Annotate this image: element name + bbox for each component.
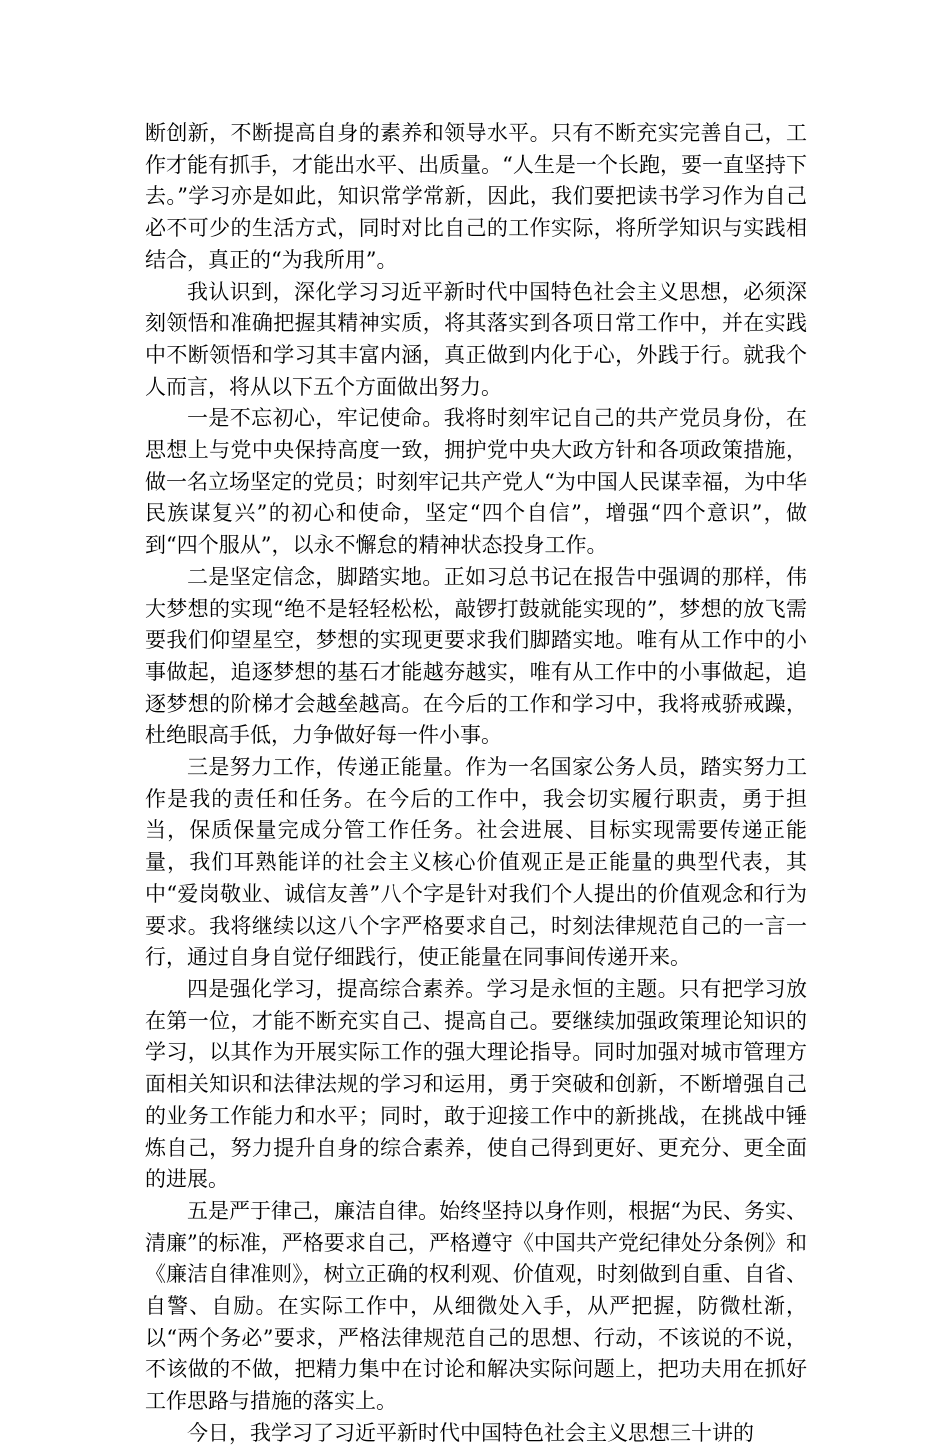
paragraph-point-five: 五是严于律己，廉洁自律。始终坚持以身作则，根据“为民、务实、清廉”的标准，严格要求自己，严格遵守《中国共产党纪律处分条例》和《廉洁自律准则》，树立正确的权利观、价值观，时刻做到自重、自省、自警、自励。在实际工作中，从细微处入手，从严把握，防微杜渐，以“两个务必”要求，严格法律规范自己的思想、行动，不该说的不说，不该做的不做，把精力集中在讨论和解决实际问题上，把功夫用在抓好工作思路与措施的落实上。 [145, 1198, 807, 1414]
paragraph-understanding: 我认识到，深化学习习近平新时代中国特色社会主义思想，必须深刻领悟和准确把握其精神实质，将其落实到各项日常工作中，并在实践中不断领悟和学习其丰富内涵，真正做到内化于心，外践于行。就我个人而言，将从以下五个方面做出努力。 [145, 279, 807, 399]
paragraph-point-three: 三是努力工作，传递正能量。作为一名国家公务人员，踏实努力工作是我的责任和任务。在今后的工作中，我会切实履行职责，勇于担当，保质保量完成分管工作任务。社会进展、目标实现需要传递正能量，我们耳熟能详的社会主义核心价值观正是正能量的典型代表，其中“爱岗敬业、诚信友善”八个字是针对我们个人提出的价值观念和行为要求。我将继续以这八个字严格要求自己，时刻法律规范自己的一言一行，通过自身自觉仔细践行，使正能量在同事间传递开来。 [145, 755, 807, 970]
paragraph-point-two: 二是坚定信念，脚踏实地。正如习总书记在报告中强调的那样，伟大梦想的实现“绝不是轻轻松松，敲锣打鼓就能实现的”，梦想的放飞需要我们仰望星空，梦想的实现更要求我们脚踏实地。唯有从工作中的小事做起，追逐梦想的基石才能越夯越实，唯有从工作中的小事做起，追逐梦想的阶梯才会越垒越高。在今后的工作和学习中，我将戒骄戒躁，杜绝眼高手低，力争做好每一件小事。 [145, 564, 807, 748]
paragraph-closing: 今日，我学习了习近平新时代中国特色社会主义思想三十讲的 [187, 1420, 754, 1445]
paragraph-point-four: 四是强化学习，提高综合素养。学习是永恒的主题。只有把学习放在第一位，才能不断充实自己、提高自己。要继续加强政策理论知识的学习，以其作为开展实际工作的强大理论指导。同时加强对城市管理方面相关知识和法律法规的学习和运用，勇于突破和创新，不断增强自己的业务工作能力和水平；同时，敢于迎接工作中的新挑战，在挑战中锤炼自己，努力提升自身的综合素养，使自己得到更好、更充分、更全面的进展。 [145, 976, 807, 1192]
document-body [145, 118, 807, 1450]
paragraph-continuation: 断创新，不断提高自身的素养和领导水平。只有不断充实完善自己，工作才能有抓手，才能出水平、出质量。“人生是一个长跑，要一直坚持下去。”学习亦是如此，知识常学常新，因此，我们要把读书学习作为自己必不可少的生活方式，同时对比自己的工作实际，将所学知识与实践相结合，真正的“为我所用”。 [145, 121, 807, 272]
paragraph-point-one: 一是不忘初心，牢记使命。我将时刻牢记自己的共产党员身份，在思想上与党中央保持高度一致，拥护党中央大政方针和各项政策措施，做一名立场坚定的党员；时刻牢记共产党人“为中国人民谋幸福，为中华民族谋复兴”的初心和使命，坚定“四个自信”，增强“四个意识”，做到“四个服从”，以永不懈怠的精神状态投身工作。 [145, 406, 807, 558]
